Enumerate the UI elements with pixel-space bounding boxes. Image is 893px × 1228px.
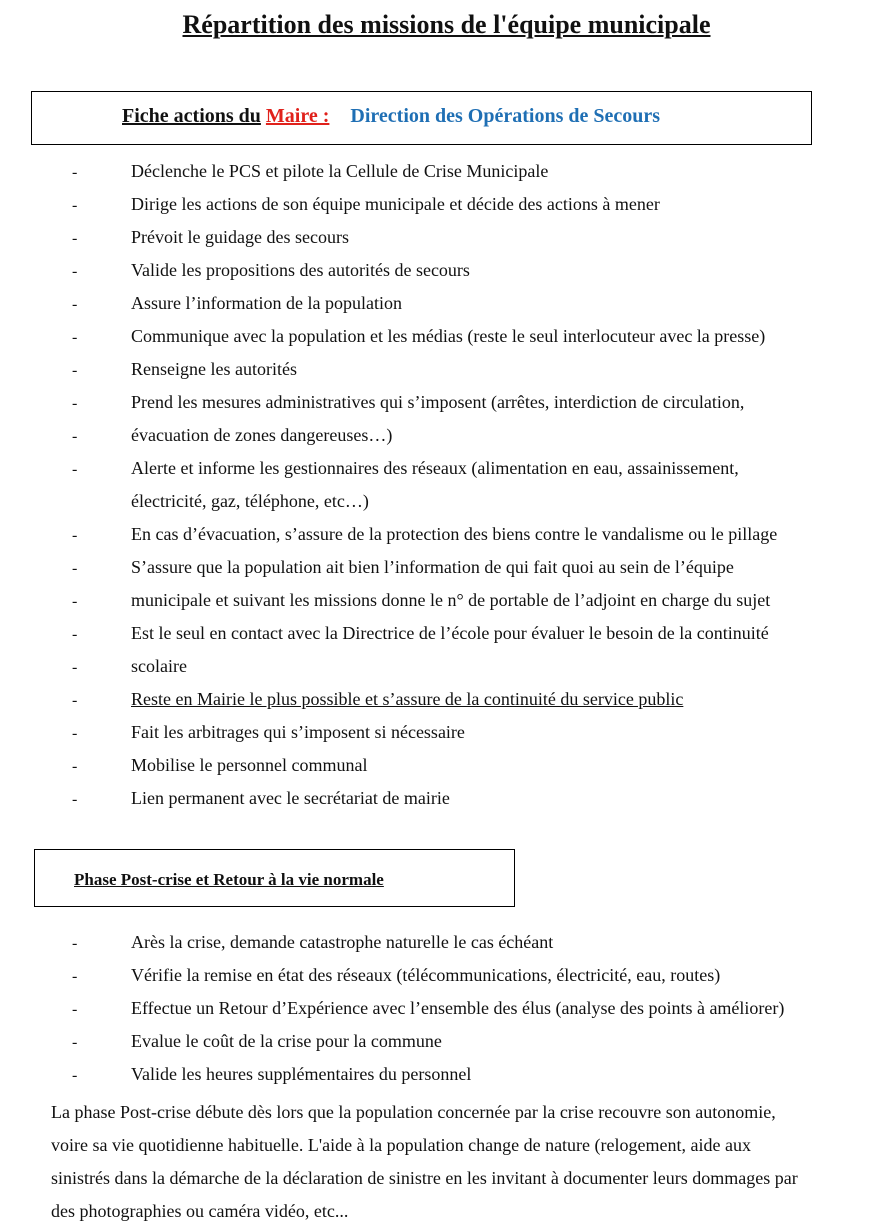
list-item — [0, 358, 893, 391]
list-dash: - — [72, 1067, 78, 1084]
list-item-text: Renseigne les autorités — [131, 359, 297, 379]
maire-label: Maire : — [265, 105, 330, 127]
list-item — [0, 754, 893, 787]
fiche-label: Fiche actions du — [122, 105, 261, 127]
list-item-text: Alerte et informe les gestionnaires des réseaux (alimentation en eau, assainissement, — [131, 458, 739, 478]
list-item — [0, 688, 893, 721]
list-item-text: Reste en Mairie le plus possible et s’assure de la continuité du service public — [131, 689, 684, 709]
list-item-text: Fait les arbitrages qui s’imposent si nécessaire — [131, 722, 465, 742]
list-dash: - — [72, 659, 78, 676]
list-item — [0, 226, 893, 259]
list-item-text: scolaire — [131, 656, 187, 676]
list-dash: - — [72, 263, 78, 280]
list-item-text: Vérifie la remise en état des réseaux (télécommunications, électricité, eau, routes) — [131, 965, 721, 985]
post-crise-paragraph — [51, 1096, 851, 1228]
list-item-text: Communique avec la population et les médias (reste le seul interlocuteur avec la presse) — [131, 326, 766, 346]
list-dash: - — [72, 362, 78, 379]
list-item-text: S’assure que la population ait bien l’information de qui fait quoi au sein de l’équipe — [131, 557, 734, 577]
list-item-text: Dirige les actions de son équipe municipale et décide des actions à mener — [131, 194, 660, 214]
list-item-text: Assure l’information de la population — [131, 293, 402, 313]
list-dash: - — [72, 560, 78, 577]
list-item — [0, 490, 893, 523]
list-dash: - — [72, 395, 78, 412]
paragraph-line: des photographies ou caméra vidéo, etc... — [51, 1201, 349, 1221]
list-item — [0, 589, 893, 622]
list-dash: - — [72, 593, 78, 610]
list-item — [0, 193, 893, 226]
list-dash: - — [72, 164, 78, 181]
list-dash: - — [72, 935, 78, 952]
list-dash: - — [72, 626, 78, 643]
paragraph-line: sinistrés dans la démarche de la déclaration de sinistre en les invitant à documenter leurs dommages par — [51, 1168, 798, 1188]
list-item-text: Prévoit le guidage des secours — [131, 227, 349, 247]
list-dash: - — [72, 197, 78, 214]
list-dash: - — [72, 296, 78, 313]
list-dash: - — [72, 230, 78, 247]
list-item — [0, 655, 893, 688]
paragraph-line: La phase Post-crise débute dès lors que la population concernée par la crise recouvre son autonomie, — [51, 1102, 776, 1122]
list-dash: - — [72, 461, 78, 478]
list-item-text: évacuation de zones dangereuses…) — [131, 425, 393, 445]
list-item — [0, 931, 893, 964]
list-item — [0, 964, 893, 997]
direction-label: Direction des Opérations de Secours — [350, 105, 661, 127]
list-item-text: Effectue un Retour d’Expérience avec l’ensemble des élus (analyse des points à améliorer) — [131, 998, 785, 1018]
list-item-text: Mobilise le personnel communal — [131, 755, 368, 775]
list-dash: - — [72, 428, 78, 445]
list-item — [0, 523, 893, 556]
list-item-text: Evalue le coût de la crise pour la commune — [131, 1031, 442, 1051]
list-item — [0, 556, 893, 589]
list-item-text: Prend les mesures administratives qui s’imposent (arrêtes, interdiction de circulation, — [131, 392, 745, 412]
list-item-text: Valide les heures supplémentaires du personnel — [131, 1064, 472, 1084]
list-item-text: En cas d’évacuation, s’assure de la protection des biens contre le vandalisme ou le pillage — [131, 524, 778, 544]
list-item — [0, 424, 893, 457]
list-item — [0, 160, 893, 193]
list-item-text: municipale et suivant les missions donne le n° de portable de l’adjoint en charge du sujet — [131, 590, 771, 610]
list-item-text: Est le seul en contact avec la Directrice de l’école pour évaluer le besoin de la continuité — [131, 623, 769, 643]
list-item — [0, 292, 893, 325]
list-item — [0, 997, 893, 1030]
list-item — [0, 259, 893, 292]
list-item — [0, 1063, 893, 1096]
paragraph-line: voire sa vie quotidienne habituelle. L'aide à la population change de nature (relogement, aide aux — [51, 1135, 751, 1155]
list-dash: - — [72, 791, 78, 808]
list-item-text: Déclenche le PCS et pilote la Cellule de Crise Municipale — [131, 161, 549, 181]
list-item-text: Lien permanent avec le secrétariat de mairie — [131, 788, 450, 808]
fiche-actions-heading — [122, 105, 660, 128]
list-dash: - — [72, 527, 78, 544]
list-item — [0, 1030, 893, 1063]
list-dash: - — [72, 758, 78, 775]
list-dash: - — [72, 692, 78, 709]
list-dash: - — [72, 329, 78, 346]
list-dash: - — [72, 968, 78, 985]
list-item — [0, 325, 893, 358]
list-item — [0, 787, 893, 820]
list-dash: - — [72, 725, 78, 742]
list-item — [0, 622, 893, 655]
list-item-text: Arès la crise, demande catastrophe naturelle le cas échéant — [131, 932, 554, 952]
list-dash: - — [72, 1034, 78, 1051]
list-dash: - — [72, 1001, 78, 1018]
list-item — [0, 721, 893, 754]
list-item — [0, 391, 893, 424]
list-item — [0, 457, 893, 490]
list-item-text: électricité, gaz, téléphone, etc…) — [131, 491, 369, 511]
post-crise-heading: Phase Post-crise et Retour à la vie normale — [74, 870, 384, 889]
list-item-text: Valide les propositions des autorités de secours — [131, 260, 470, 280]
page-title: Répartition des missions de l'équipe municipale — [182, 10, 711, 39]
